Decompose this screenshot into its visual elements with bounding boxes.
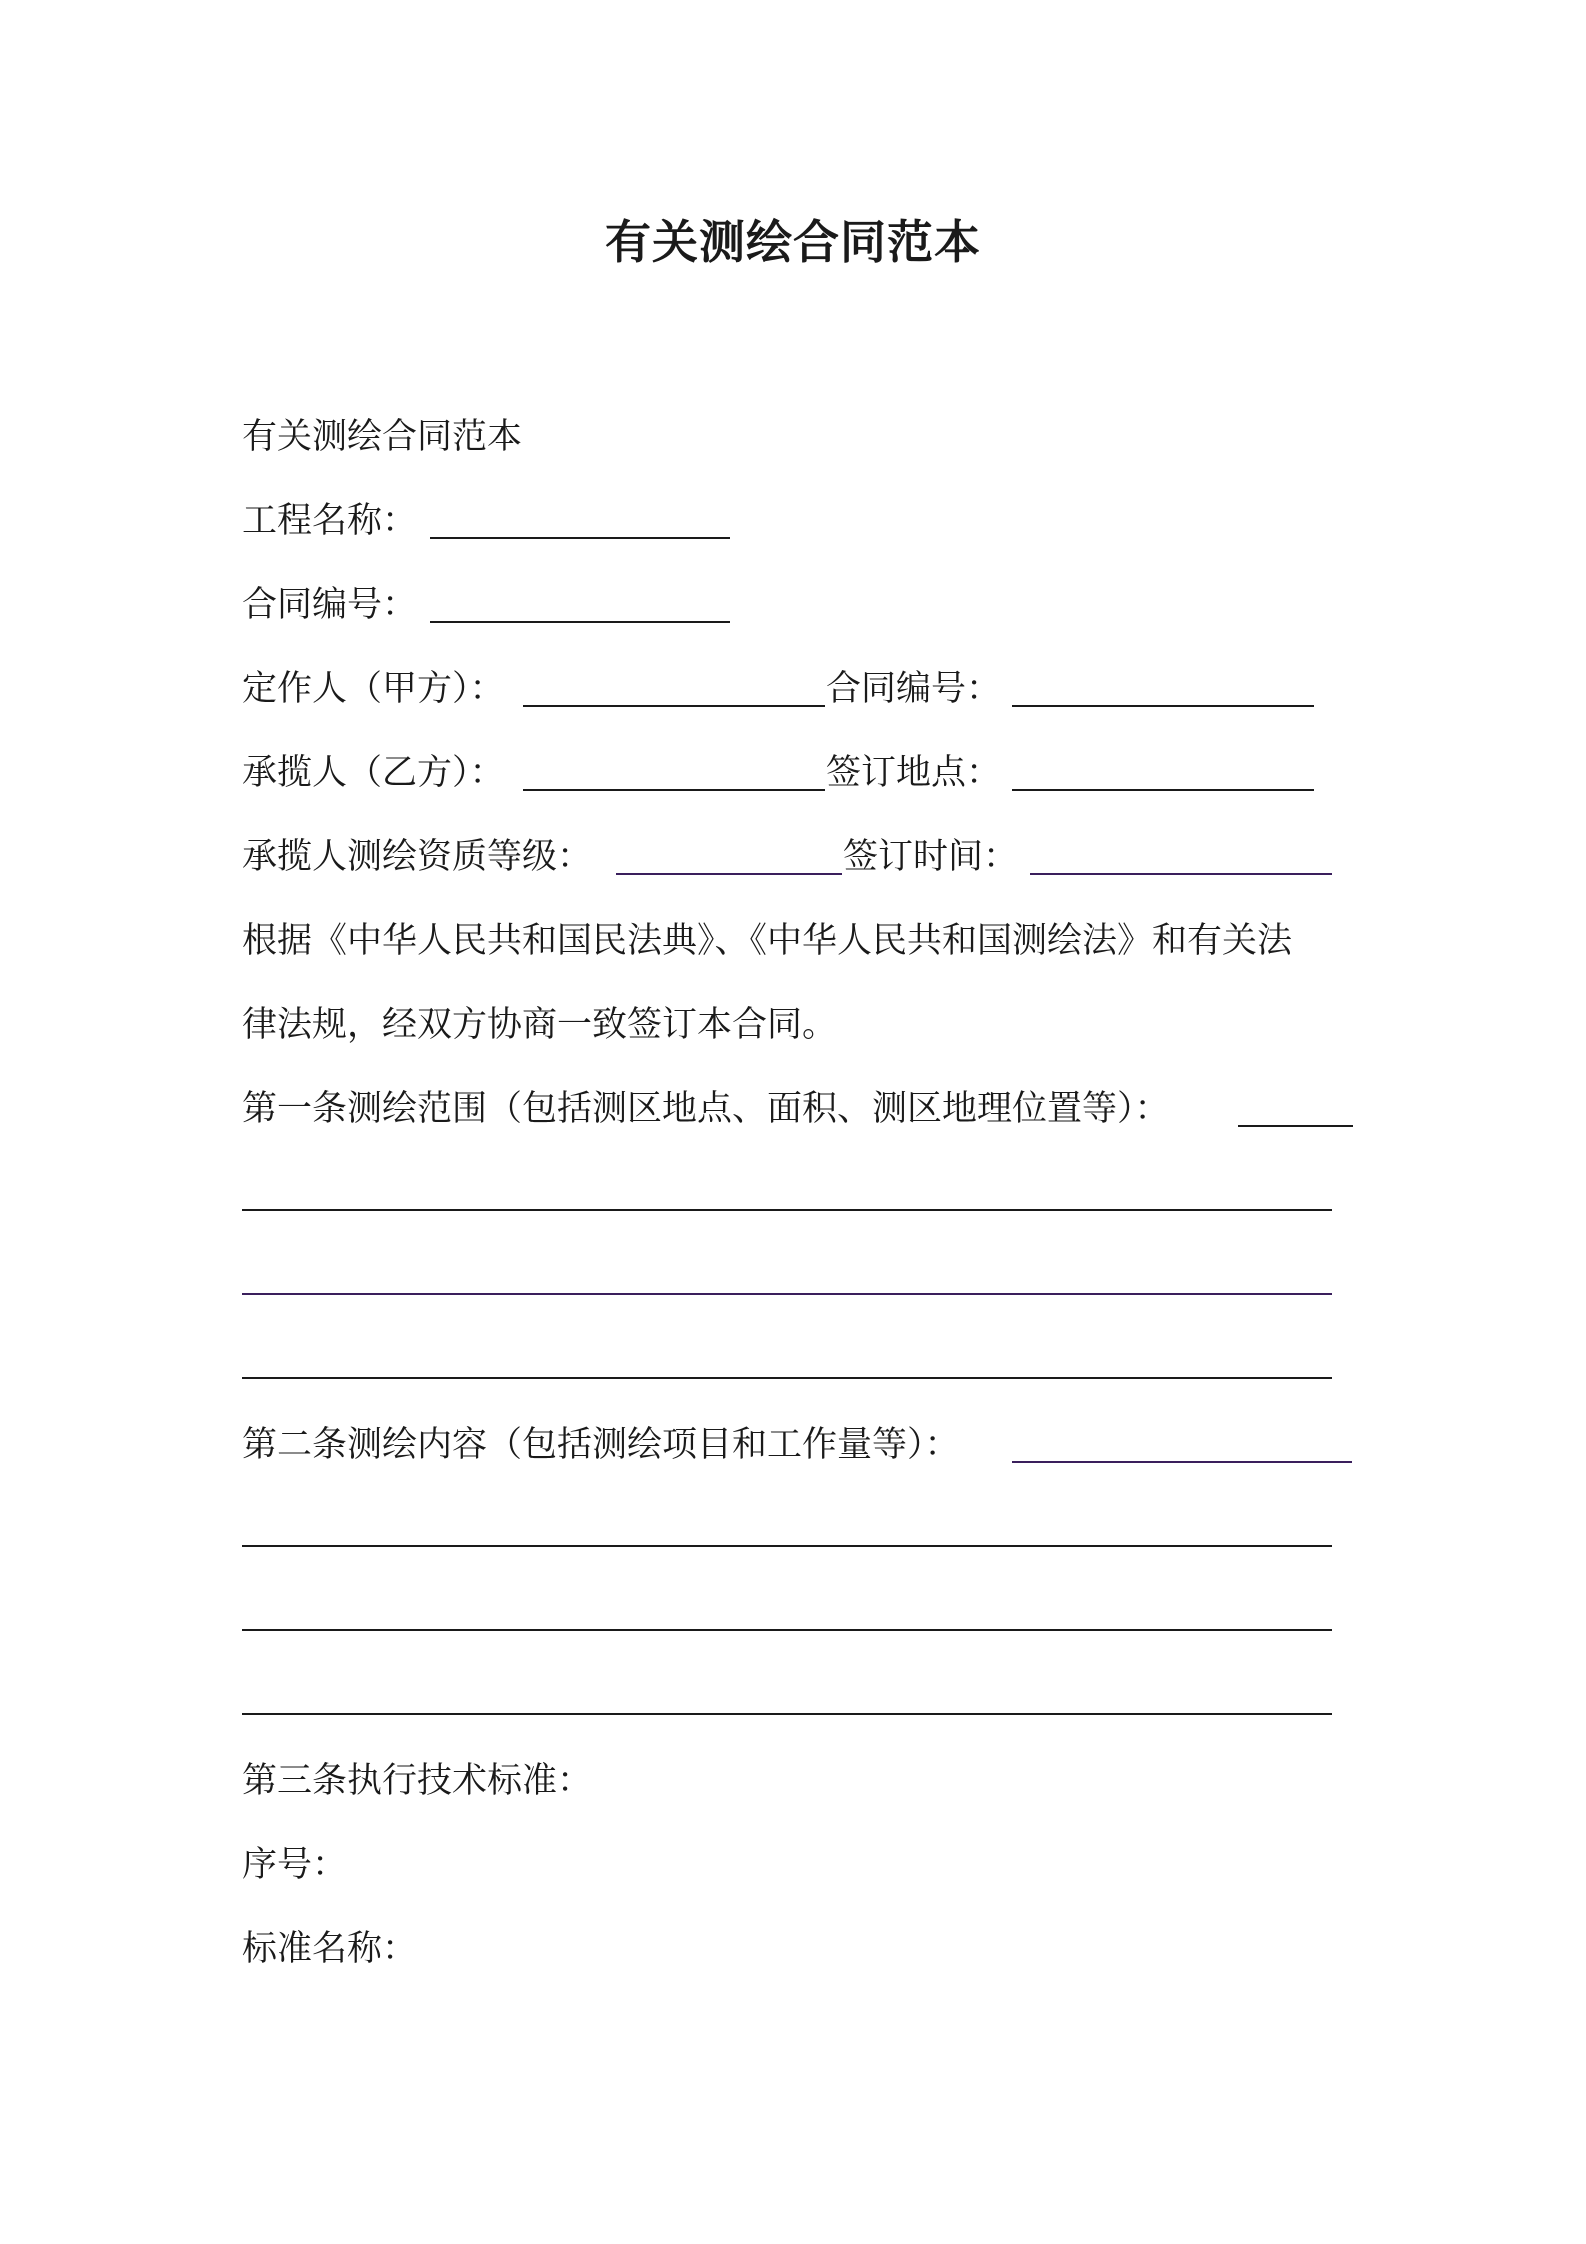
article-2-field-line-2[interactable] [242,1629,1332,1631]
contract-no-field[interactable] [430,621,730,623]
article-1-field-inline[interactable] [1238,1125,1353,1127]
article-1-field-line-3[interactable] [242,1377,1332,1379]
project-name-label: 工程名称： [242,501,418,541]
party-a-label: 定作人（甲方）： [242,669,505,709]
serial-no-label: 序号： [242,1845,348,1885]
sign-place-field[interactable] [1012,789,1314,791]
article-2-label: 第二条测绘内容（包括测绘项目和工作量等）： [242,1425,960,1465]
sign-time-label: 签订时间： [843,837,1019,877]
article-2-field-line-1[interactable] [242,1545,1332,1547]
contract-no-field-2[interactable] [1012,705,1314,707]
contract-no-label: 合同编号： [242,585,418,625]
article-2-field-inline[interactable] [1012,1461,1352,1463]
standard-name-label: 标准名称： [242,1929,418,1969]
article-1-label: 第一条测绘范围（包括测区地点、面积、测区地理位置等）： [242,1089,1170,1129]
qualification-label: 承揽人测绘资质等级： [242,837,593,877]
sign-time-field[interactable] [1030,873,1332,875]
party-b-field[interactable] [523,789,825,791]
qualification-field[interactable] [616,873,842,875]
party-b-label: 承揽人（乙方）： [242,753,505,793]
article-1-field-line-1[interactable] [242,1209,1332,1211]
article-1-field-line-2[interactable] [242,1293,1332,1295]
project-name-field[interactable] [430,537,730,539]
party-a-field[interactable] [523,705,825,707]
article-2-field-line-3[interactable] [242,1713,1332,1715]
document-subtitle: 有关测绘合同范本 [242,417,523,457]
contract-no-label-2: 合同编号： [826,669,1002,709]
preamble-line-2: 律法规，经双方协商一致签订本合同。 [242,1005,838,1045]
document-title: 有关测绘合同范本 [605,215,981,269]
sign-place-label: 签订地点： [826,753,1002,793]
preamble-line-1: 根据《中华人民共和国民法典》、《中华人民共和国测绘法》和有关法 [242,921,1293,961]
article-3-label: 第三条执行技术标准： [242,1761,593,1801]
